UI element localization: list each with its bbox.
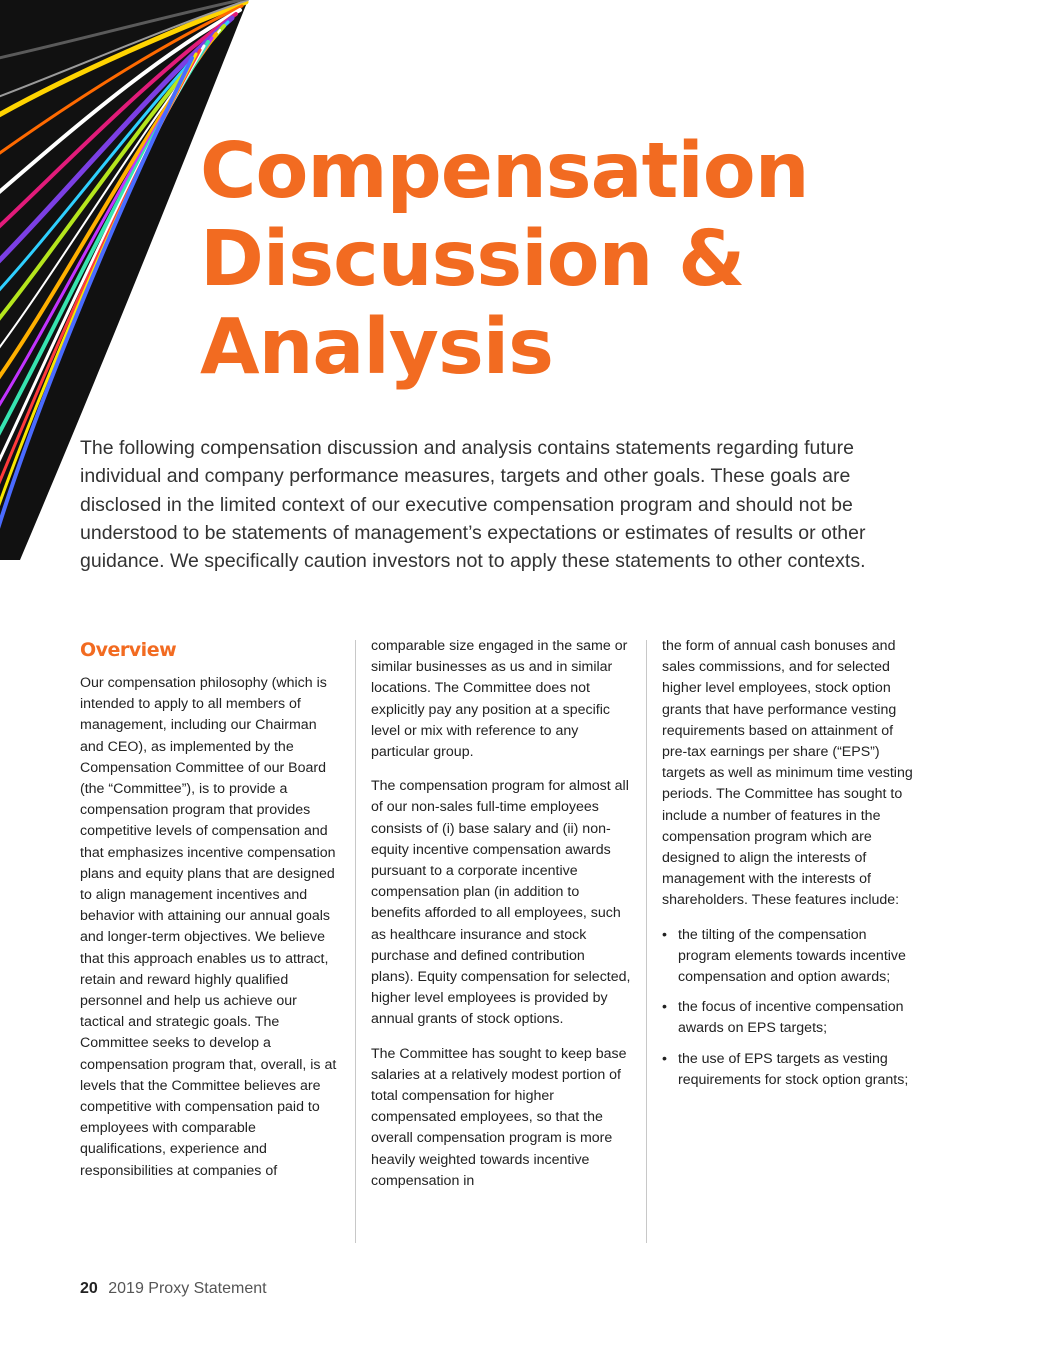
text-column-2 [371,636,631,1205]
text-column-1 [80,637,338,1195]
body-paragraph: The Committee has sought to keep base salaries at a relatively modest portion of total compensation for higher compensated employees, so that the overall compensation program is more heavily weighted towards incentive compensation in [371,1045,627,1189]
bullet-icon: • [662,1050,667,1067]
column-divider [355,640,356,1243]
title-line-3: Analysis [200,303,554,392]
page-title [200,128,809,392]
list-item-text: the tilting of the compensation program elements towards incentive compensation and option awards; [678,926,906,986]
text-column-3 [662,636,922,1100]
feature-list [662,925,922,1091]
body-paragraph: Our compensation philosophy (which is intended to apply to all members of management, including our Chairman and CEO), as implemented by the Compensation Committee of our Board (the “Committee”), is to provide a compensation program that provides competitive levels of compensation and that emphasizes incentive compensation plans and equity plans that are designed to align management incentives and behavior with attaining our annual goals and longer-term objectives. We believe that this approach enables us to attract, retain and reward highly qualified personnel and help us achieve our tactical and strategic goals. The Committee seeks to develop a compensation program that, overall, is at levels that the Committee believes are competitive with compensation paid to employees with comparable qualifications, experience and responsibilities at companies of [80,675,337,1179]
bullet-icon: • [662,926,667,943]
body-paragraph: comparable size engaged in the same or similar businesses as us and in similar locations. The Committee does not explicitly pay any position at a specific level or mix with reference to any particular group. [371,638,628,761]
intro-paragraph: The following compensation discussion and analysis contains statements regarding future individual and company performance measures, targets and other goals. These goals are disclosed in the limited context of our executive compensation program and should not be understood to be statements of management’s expectations or estimates of results or other guidance. We specifically caution investors not to apply these statements to other contexts. [80,437,866,573]
list-item-text: the use of EPS targets as vesting requirements for stock option grants; [678,1050,909,1088]
list-item [662,925,922,989]
page-number: 20 [80,1280,98,1297]
list-item [662,997,922,1039]
title-line-2: Discussion & [200,215,745,304]
column-divider [646,640,647,1243]
list-item-text: the focus of incentive compensation awards on EPS targets; [678,999,904,1037]
page-footer [80,1278,267,1300]
list-item [662,1049,922,1091]
document-name: 2019 Proxy Statement [108,1280,267,1297]
section-heading-overview: Overview [80,639,177,661]
body-paragraph: the form of annual cash bonuses and sales commissions, and for selected higher level employees, stock option grants that have performance vesting requirements based on attainment of pre-tax earnings per share (“EPS”) targets as well as minimum time vesting periods. The Committee has sought to include a number of features in the compensation program which are designed to align the interests of management with the interests of shareholders. These features include: [662,638,913,909]
bullet-icon: • [662,999,667,1016]
body-paragraph: The compensation program for almost all of our non-sales full-time employees consists of (i) base salary and (ii) non-equity incentive compensation awards pursuant to a corporate incentive compensation plan (in addition to benefits afforded to all employees, such as healthcare insurance and stock purchase and defined contribution plans). Equity compensation for selected, higher level employees is provided by annual grants of stock options. [371,778,631,1028]
title-line-1: Compensation [200,127,809,216]
